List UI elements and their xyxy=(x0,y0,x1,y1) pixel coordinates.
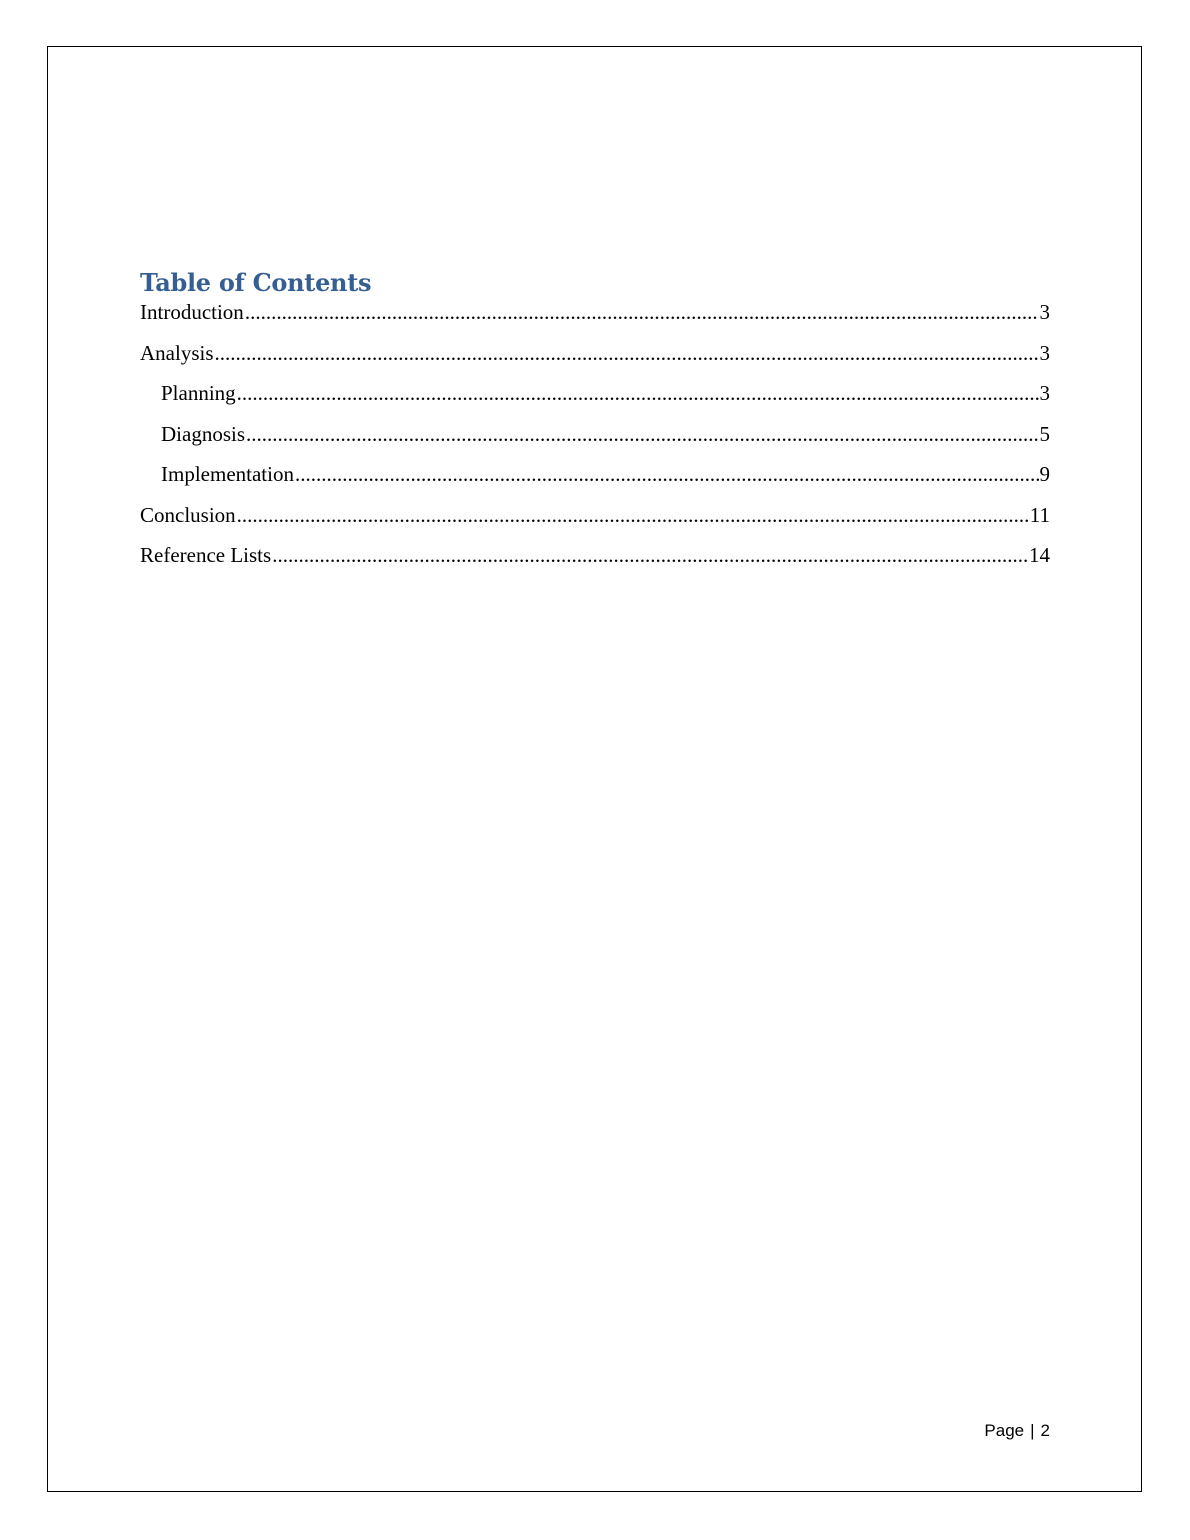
toc-entry-implementation[interactable] xyxy=(140,462,1050,503)
page-border xyxy=(47,46,1142,1492)
toc-dot-leader xyxy=(295,462,1039,486)
toc-entry-analysis[interactable] xyxy=(140,341,1050,382)
toc-entry-page: 14 xyxy=(1029,543,1050,567)
toc-dot-leader xyxy=(237,503,1029,527)
toc-entry-label: Implementation xyxy=(161,462,294,486)
toc-dot-leader xyxy=(215,341,1039,365)
toc-entry-page: 3 xyxy=(1039,300,1050,324)
footer-separator: | xyxy=(1030,1421,1035,1440)
toc-entry-label: Planning xyxy=(161,381,236,405)
toc-entry-reference-lists[interactable] xyxy=(140,543,1050,584)
toc-entry-conclusion[interactable] xyxy=(140,503,1050,544)
toc-entry-label: Reference Lists xyxy=(140,543,272,567)
footer-page-number: 2 xyxy=(1040,1421,1050,1440)
toc-entry-label: Conclusion xyxy=(140,502,236,527)
toc-entry-label: Diagnosis xyxy=(161,421,245,446)
page-footer xyxy=(984,1419,1050,1443)
toc-entry-page: 9 xyxy=(1039,462,1050,486)
toc-entry-planning[interactable] xyxy=(140,381,1050,422)
toc-entry-diagnosis[interactable] xyxy=(140,422,1050,463)
toc-dot-leader xyxy=(246,422,1039,446)
toc-entry-label: Analysis xyxy=(140,340,214,365)
toc-entry-page: 3 xyxy=(1039,340,1050,365)
toc-dot-leader xyxy=(272,543,1028,567)
table-of-contents xyxy=(140,266,1050,584)
toc-entry-page: 11 xyxy=(1029,502,1050,527)
toc-entry-page: 3 xyxy=(1039,381,1050,405)
toc-list xyxy=(140,300,1050,584)
toc-entry-label: Introduction xyxy=(140,300,244,324)
toc-dot-leader xyxy=(245,300,1039,324)
toc-entry-introduction[interactable] xyxy=(140,300,1050,341)
footer-page-label: Page xyxy=(984,1421,1025,1440)
toc-entry-page: 5 xyxy=(1039,421,1050,446)
toc-title: Table of Contents xyxy=(140,268,372,297)
toc-dot-leader xyxy=(237,381,1039,405)
